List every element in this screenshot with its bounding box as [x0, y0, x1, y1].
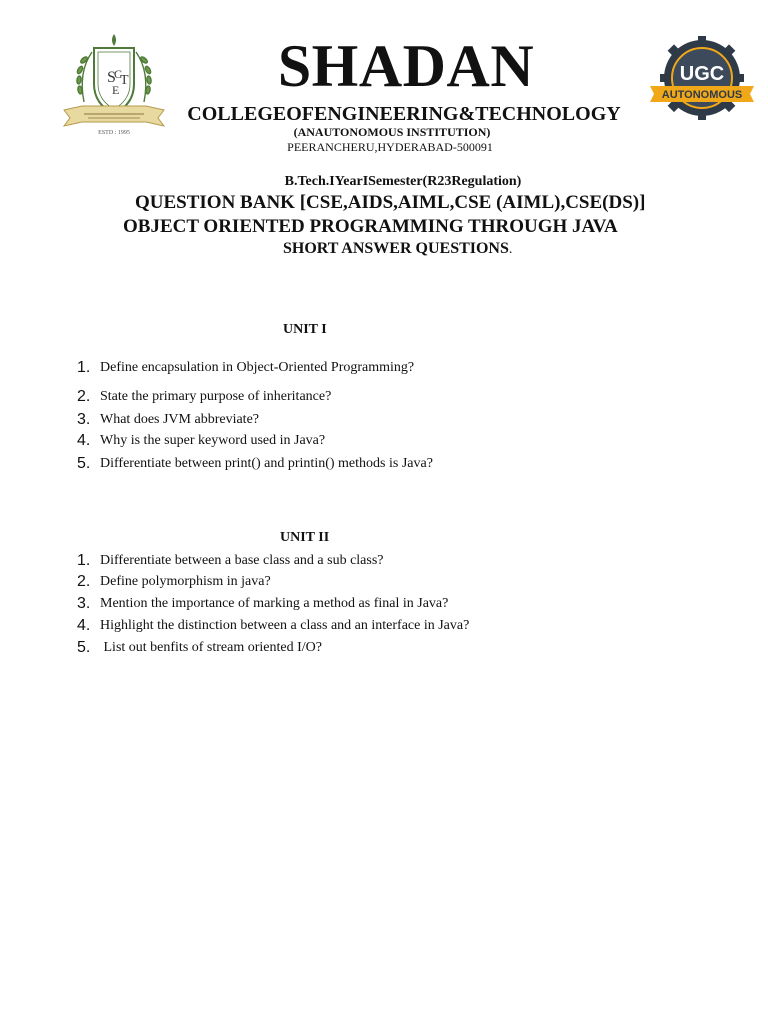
question-number: 3. — [77, 411, 91, 428]
question-number: 1. — [77, 359, 91, 376]
question-text: Why is the super keyword used in Java? — [100, 433, 326, 448]
college-name: SHADAN — [277, 33, 535, 99]
unit-heading: UNIT II — [280, 530, 330, 545]
section-title-text: SHORT ANSWER QUESTIONS — [283, 240, 509, 257]
svg-text:ESTD : 1995: ESTD : 1995 — [98, 130, 130, 136]
question-text: Mention the importance of marking a method as final in Java? — [100, 596, 449, 611]
question-bank-title: QUESTION BANK [CSE,AIDS,AIML,CSE (AIML),CSE(DS)] — [135, 192, 646, 213]
college-status: (ANAUTONOMOUS INSTITUTION) — [293, 125, 491, 139]
college-address: PEERANCHERU,HYDERABAD-500091 — [287, 140, 493, 154]
question-number: 1. — [77, 552, 91, 569]
question-number: 3. — [77, 595, 91, 612]
section-title — [283, 239, 512, 259]
question-text: Differentiate between a base class and a sub class? — [100, 553, 384, 568]
question-number: 2. — [77, 573, 91, 590]
question-text: Define encapsulation in Object-Oriented Programming? — [100, 360, 415, 375]
svg-text:S: S — [107, 69, 116, 86]
question-text: What does JVM abbreviate? — [100, 412, 259, 427]
subject-title: OBJECT ORIENTED PROGRAMMING THROUGH JAVA — [123, 216, 618, 237]
question-number: 4. — [77, 432, 91, 449]
section-title-suffix: . — [508, 242, 513, 257]
svg-text:UGC: UGC — [679, 63, 725, 85]
question-text: Define polymorphism in java? — [100, 574, 271, 589]
svg-text:T: T — [120, 73, 129, 88]
svg-text:E: E — [112, 83, 120, 97]
question-number: 5. — [77, 455, 91, 472]
question-number: 4. — [77, 617, 91, 634]
question-number: 5. — [77, 639, 91, 656]
question-text: Highlight the distinction between a class and an interface in Java? — [100, 618, 470, 633]
program-line: B.Tech.IYearISemester(R23Regulation) — [284, 174, 522, 189]
question-number: 2. — [77, 388, 91, 405]
svg-text:AUTONOMOUS: AUTONOMOUS — [661, 89, 743, 101]
svg-text:C: C — [114, 67, 123, 81]
question-text: Differentiate between print() and printin() methods is Java? — [100, 456, 433, 471]
unit-heading: UNIT I — [283, 322, 327, 337]
college-subtitle: COLLEGEOFENGINEERING&TECHNOLOGY — [187, 103, 621, 125]
question-text: List out benfits of stream oriented I/O? — [100, 640, 322, 655]
question-text: State the primary purpose of inheritance? — [100, 389, 332, 404]
